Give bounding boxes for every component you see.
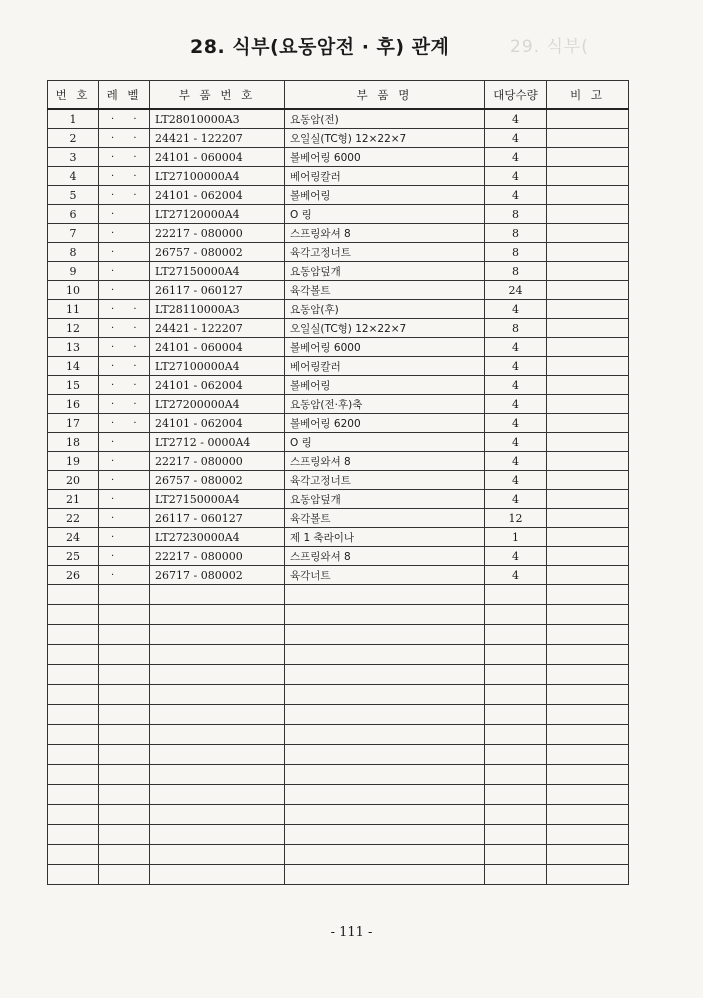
cell-qty: 4 — [485, 452, 547, 471]
table-row — [48, 547, 629, 566]
cell-part-name: 오일실(TC형) 12×22×7 — [285, 319, 485, 338]
table-row — [48, 566, 629, 585]
empty-cell — [99, 725, 150, 745]
cell-no: 21 — [48, 490, 99, 509]
empty-cell — [48, 765, 99, 785]
cell-level: · · — [99, 357, 150, 376]
empty-table-row — [48, 645, 629, 665]
cell-no: 24 — [48, 528, 99, 547]
cell-remark — [547, 357, 629, 376]
cell-level: · — [99, 205, 150, 224]
empty-cell — [285, 865, 485, 885]
cell-no: 8 — [48, 243, 99, 262]
cell-remark — [547, 433, 629, 452]
cell-part-no: 24101 - 060004 — [150, 338, 285, 357]
cell-remark — [547, 167, 629, 186]
empty-cell — [150, 605, 285, 625]
empty-cell — [48, 845, 99, 865]
empty-cell — [150, 625, 285, 645]
cell-remark — [547, 281, 629, 300]
cell-part-name: 볼베어링 6200 — [285, 414, 485, 433]
table-row — [48, 471, 629, 490]
cell-level: · · — [99, 338, 150, 357]
cell-part-no: 26717 - 080002 — [150, 566, 285, 585]
table-row — [48, 243, 629, 262]
empty-cell — [99, 585, 150, 605]
empty-cell — [547, 805, 629, 825]
cell-qty: 8 — [485, 205, 547, 224]
bleed-through-title: 29. 식부( — [510, 37, 589, 57]
empty-cell — [150, 785, 285, 805]
cell-part-name: 스프링와셔 8 — [285, 547, 485, 566]
header-part-no: 부 품 번 호 — [150, 81, 285, 110]
cell-qty: 4 — [485, 148, 547, 167]
cell-part-name: O 링 — [285, 205, 485, 224]
cell-part-no: 26117 - 060127 — [150, 281, 285, 300]
cell-qty: 4 — [485, 490, 547, 509]
empty-cell — [99, 605, 150, 625]
empty-cell — [48, 725, 99, 745]
empty-cell — [99, 645, 150, 665]
empty-cell — [150, 685, 285, 705]
empty-cell — [285, 685, 485, 705]
cell-level: · — [99, 509, 150, 528]
empty-table-row — [48, 785, 629, 805]
empty-cell — [547, 865, 629, 885]
empty-cell — [99, 825, 150, 845]
cell-part-name: 스프링와셔 8 — [285, 452, 485, 471]
cell-part-name: 볼베어링 6000 — [285, 338, 485, 357]
empty-table-row — [48, 865, 629, 885]
cell-qty: 1 — [485, 528, 547, 547]
cell-no: 18 — [48, 433, 99, 452]
empty-cell — [48, 705, 99, 725]
cell-level: · · — [99, 300, 150, 319]
cell-qty: 4 — [485, 471, 547, 490]
cell-qty: 8 — [485, 243, 547, 262]
empty-cell — [150, 665, 285, 685]
cell-qty: 4 — [485, 357, 547, 376]
empty-cell — [99, 665, 150, 685]
page-title: 28. 식부(요동암전 · 후) 관계 — [190, 36, 450, 58]
cell-no: 7 — [48, 224, 99, 243]
empty-table-row — [48, 725, 629, 745]
empty-cell — [285, 665, 485, 685]
table-row — [48, 262, 629, 281]
empty-table-row — [48, 825, 629, 845]
table-row — [48, 319, 629, 338]
table-body — [48, 109, 629, 885]
cell-remark — [547, 376, 629, 395]
empty-cell — [99, 705, 150, 725]
empty-cell — [150, 705, 285, 725]
cell-qty: 24 — [485, 281, 547, 300]
cell-no: 13 — [48, 338, 99, 357]
table-row — [48, 528, 629, 547]
cell-level: · — [99, 471, 150, 490]
empty-cell — [48, 625, 99, 645]
cell-remark — [547, 224, 629, 243]
cell-level: · — [99, 490, 150, 509]
empty-cell — [99, 625, 150, 645]
empty-cell — [547, 725, 629, 745]
cell-part-name: 육각볼트 — [285, 509, 485, 528]
table-row — [48, 300, 629, 319]
cell-part-no: 26757 - 080002 — [150, 243, 285, 262]
empty-cell — [285, 845, 485, 865]
empty-cell — [547, 825, 629, 845]
empty-cell — [150, 725, 285, 745]
empty-cell — [485, 665, 547, 685]
empty-cell — [99, 865, 150, 885]
empty-table-row — [48, 805, 629, 825]
cell-part-name: 육각너트 — [285, 566, 485, 585]
empty-cell — [485, 865, 547, 885]
cell-level: · — [99, 528, 150, 547]
empty-cell — [285, 625, 485, 645]
empty-cell — [285, 765, 485, 785]
cell-part-name: 베어링칼러 — [285, 357, 485, 376]
cell-no: 2 — [48, 129, 99, 148]
empty-table-row — [48, 845, 629, 865]
cell-level: · — [99, 547, 150, 566]
cell-no: 17 — [48, 414, 99, 433]
cell-remark — [547, 338, 629, 357]
cell-part-no: 26757 - 080002 — [150, 471, 285, 490]
cell-no: 1 — [48, 109, 99, 129]
empty-cell — [485, 805, 547, 825]
cell-remark — [547, 528, 629, 547]
empty-cell — [485, 845, 547, 865]
cell-part-name: 육각볼트 — [285, 281, 485, 300]
cell-level: · — [99, 243, 150, 262]
cell-qty: 4 — [485, 186, 547, 205]
empty-cell — [48, 585, 99, 605]
cell-qty: 4 — [485, 395, 547, 414]
cell-level: · · — [99, 376, 150, 395]
empty-cell — [285, 705, 485, 725]
cell-no: 16 — [48, 395, 99, 414]
cell-part-no: 24101 - 062004 — [150, 376, 285, 395]
table-row — [48, 433, 629, 452]
cell-part-no: 24101 - 062004 — [150, 186, 285, 205]
empty-cell — [285, 585, 485, 605]
cell-qty: 4 — [485, 433, 547, 452]
cell-qty: 8 — [485, 262, 547, 281]
cell-remark — [547, 262, 629, 281]
cell-part-no: LT28010000A3 — [150, 109, 285, 129]
cell-remark — [547, 129, 629, 148]
empty-table-row — [48, 705, 629, 725]
cell-part-no: 22217 - 080000 — [150, 452, 285, 471]
header-level: 레 벨 — [99, 81, 150, 110]
table-row — [48, 281, 629, 300]
cell-remark — [547, 205, 629, 224]
cell-part-no: LT27100000A4 — [150, 357, 285, 376]
empty-cell — [485, 645, 547, 665]
empty-cell — [99, 745, 150, 765]
table-row — [48, 395, 629, 414]
empty-cell — [150, 765, 285, 785]
empty-cell — [285, 605, 485, 625]
empty-cell — [547, 705, 629, 725]
cell-no: 3 — [48, 148, 99, 167]
cell-level: · · — [99, 186, 150, 205]
cell-part-no: LT27120000A4 — [150, 205, 285, 224]
empty-cell — [485, 745, 547, 765]
cell-level: · — [99, 433, 150, 452]
cell-qty: 4 — [485, 376, 547, 395]
cell-qty: 4 — [485, 338, 547, 357]
page-number: - 111 - — [330, 925, 373, 940]
cell-no: 15 — [48, 376, 99, 395]
cell-part-no: 24101 - 060004 — [150, 148, 285, 167]
cell-qty: 4 — [485, 566, 547, 585]
cell-part-name: 육각고정너트 — [285, 471, 485, 490]
empty-cell — [547, 665, 629, 685]
empty-cell — [547, 785, 629, 805]
cell-part-no: 22217 - 080000 — [150, 547, 285, 566]
empty-cell — [150, 805, 285, 825]
empty-cell — [285, 645, 485, 665]
empty-cell — [485, 765, 547, 785]
table-row — [48, 109, 629, 129]
empty-cell — [48, 685, 99, 705]
cell-remark — [547, 566, 629, 585]
cell-remark — [547, 547, 629, 566]
empty-cell — [547, 625, 629, 645]
cell-no: 9 — [48, 262, 99, 281]
cell-no: 14 — [48, 357, 99, 376]
empty-cell — [285, 745, 485, 765]
cell-level: · · — [99, 129, 150, 148]
empty-cell — [485, 785, 547, 805]
cell-level: · — [99, 281, 150, 300]
cell-remark — [547, 490, 629, 509]
empty-cell — [547, 745, 629, 765]
empty-cell — [150, 845, 285, 865]
empty-cell — [150, 645, 285, 665]
parts-table-container — [47, 80, 628, 885]
cell-remark — [547, 452, 629, 471]
table-row — [48, 357, 629, 376]
cell-qty: 12 — [485, 509, 547, 528]
empty-cell — [485, 585, 547, 605]
empty-cell — [485, 685, 547, 705]
cell-level: · — [99, 452, 150, 471]
cell-part-name: 요동암(후) — [285, 300, 485, 319]
cell-no: 20 — [48, 471, 99, 490]
cell-level: · · — [99, 319, 150, 338]
empty-table-row — [48, 765, 629, 785]
empty-cell — [547, 765, 629, 785]
header-qty: 대당수량 — [485, 81, 547, 110]
empty-cell — [150, 585, 285, 605]
table-row — [48, 129, 629, 148]
empty-cell — [48, 645, 99, 665]
cell-part-name: 제 1 축라이나 — [285, 528, 485, 547]
cell-part-no: 24421 - 122207 — [150, 319, 285, 338]
cell-qty: 4 — [485, 167, 547, 186]
cell-no: 4 — [48, 167, 99, 186]
cell-qty: 4 — [485, 414, 547, 433]
cell-part-name: O 링 — [285, 433, 485, 452]
empty-cell — [99, 805, 150, 825]
empty-cell — [48, 785, 99, 805]
parts-table — [47, 80, 629, 885]
cell-no: 22 — [48, 509, 99, 528]
empty-cell — [485, 605, 547, 625]
cell-level: · — [99, 566, 150, 585]
table-header-row — [48, 81, 629, 110]
empty-cell — [99, 685, 150, 705]
cell-level: · — [99, 262, 150, 281]
header-remark: 비 고 — [547, 81, 629, 110]
empty-table-row — [48, 585, 629, 605]
table-row — [48, 509, 629, 528]
cell-part-name: 오일실(TC형) 12×22×7 — [285, 129, 485, 148]
cell-part-name: 볼베어링 — [285, 376, 485, 395]
empty-cell — [150, 865, 285, 885]
cell-part-no: LT27200000A4 — [150, 395, 285, 414]
empty-cell — [48, 865, 99, 885]
cell-level: · · — [99, 414, 150, 433]
cell-remark — [547, 509, 629, 528]
cell-part-name: 요동암(전) — [285, 109, 485, 129]
empty-table-row — [48, 625, 629, 645]
empty-cell — [285, 825, 485, 845]
empty-cell — [150, 825, 285, 845]
cell-level: · — [99, 224, 150, 243]
cell-part-name: 볼베어링 — [285, 186, 485, 205]
empty-cell — [485, 625, 547, 645]
cell-no: 10 — [48, 281, 99, 300]
cell-remark — [547, 243, 629, 262]
cell-part-name: 요동암(전·후)축 — [285, 395, 485, 414]
empty-cell — [547, 605, 629, 625]
cell-part-name: 요동암덮개 — [285, 262, 485, 281]
empty-table-row — [48, 745, 629, 765]
cell-remark — [547, 395, 629, 414]
cell-part-no: 24421 - 122207 — [150, 129, 285, 148]
cell-qty: 8 — [485, 224, 547, 243]
header-no: 번 호 — [48, 81, 99, 110]
cell-level: · · — [99, 148, 150, 167]
cell-part-no: 26117 - 060127 — [150, 509, 285, 528]
cell-level: · · — [99, 109, 150, 129]
cell-part-name: 스프링와셔 8 — [285, 224, 485, 243]
table-row — [48, 148, 629, 167]
table-row — [48, 414, 629, 433]
cell-part-no: LT27230000A4 — [150, 528, 285, 547]
cell-no: 12 — [48, 319, 99, 338]
table-row — [48, 186, 629, 205]
cell-no: 6 — [48, 205, 99, 224]
cell-part-no: LT28110000A3 — [150, 300, 285, 319]
cell-part-no: LT27100000A4 — [150, 167, 285, 186]
empty-cell — [150, 745, 285, 765]
cell-no: 25 — [48, 547, 99, 566]
table-row — [48, 167, 629, 186]
cell-remark — [547, 414, 629, 433]
cell-remark — [547, 186, 629, 205]
empty-cell — [285, 785, 485, 805]
empty-table-row — [48, 665, 629, 685]
empty-cell — [48, 825, 99, 845]
cell-remark — [547, 148, 629, 167]
empty-cell — [99, 785, 150, 805]
table-row — [48, 224, 629, 243]
empty-cell — [547, 585, 629, 605]
cell-remark — [547, 109, 629, 129]
cell-level: · · — [99, 167, 150, 186]
empty-cell — [48, 805, 99, 825]
empty-cell — [485, 705, 547, 725]
cell-part-name: 육각고정너트 — [285, 243, 485, 262]
table-row — [48, 338, 629, 357]
cell-remark — [547, 471, 629, 490]
cell-level: · · — [99, 395, 150, 414]
cell-no: 26 — [48, 566, 99, 585]
cell-qty: 4 — [485, 547, 547, 566]
empty-cell — [485, 725, 547, 745]
cell-qty: 4 — [485, 109, 547, 129]
table-row — [48, 376, 629, 395]
empty-table-row — [48, 685, 629, 705]
empty-table-row — [48, 605, 629, 625]
empty-cell — [547, 685, 629, 705]
empty-cell — [547, 645, 629, 665]
empty-cell — [547, 845, 629, 865]
cell-qty: 4 — [485, 300, 547, 319]
table-row — [48, 490, 629, 509]
header-part-name: 부 품 명 — [285, 81, 485, 110]
empty-cell — [485, 825, 547, 845]
cell-part-no: LT27150000A4 — [150, 262, 285, 281]
cell-part-name: 베어링칼러 — [285, 167, 485, 186]
cell-no: 19 — [48, 452, 99, 471]
table-row — [48, 205, 629, 224]
cell-part-name: 요동암덮개 — [285, 490, 485, 509]
table-row — [48, 452, 629, 471]
cell-no: 5 — [48, 186, 99, 205]
empty-cell — [48, 745, 99, 765]
cell-part-no: LT27150000A4 — [150, 490, 285, 509]
cell-qty: 8 — [485, 319, 547, 338]
empty-cell — [285, 725, 485, 745]
cell-part-no: 24101 - 062004 — [150, 414, 285, 433]
cell-no: 11 — [48, 300, 99, 319]
empty-cell — [285, 805, 485, 825]
cell-remark — [547, 319, 629, 338]
cell-qty: 4 — [485, 129, 547, 148]
cell-part-name: 볼베어링 6000 — [285, 148, 485, 167]
empty-cell — [99, 845, 150, 865]
cell-remark — [547, 300, 629, 319]
cell-part-no: 22217 - 080000 — [150, 224, 285, 243]
cell-part-no: LT2712 - 0000A4 — [150, 433, 285, 452]
empty-cell — [48, 605, 99, 625]
empty-cell — [99, 765, 150, 785]
empty-cell — [48, 665, 99, 685]
